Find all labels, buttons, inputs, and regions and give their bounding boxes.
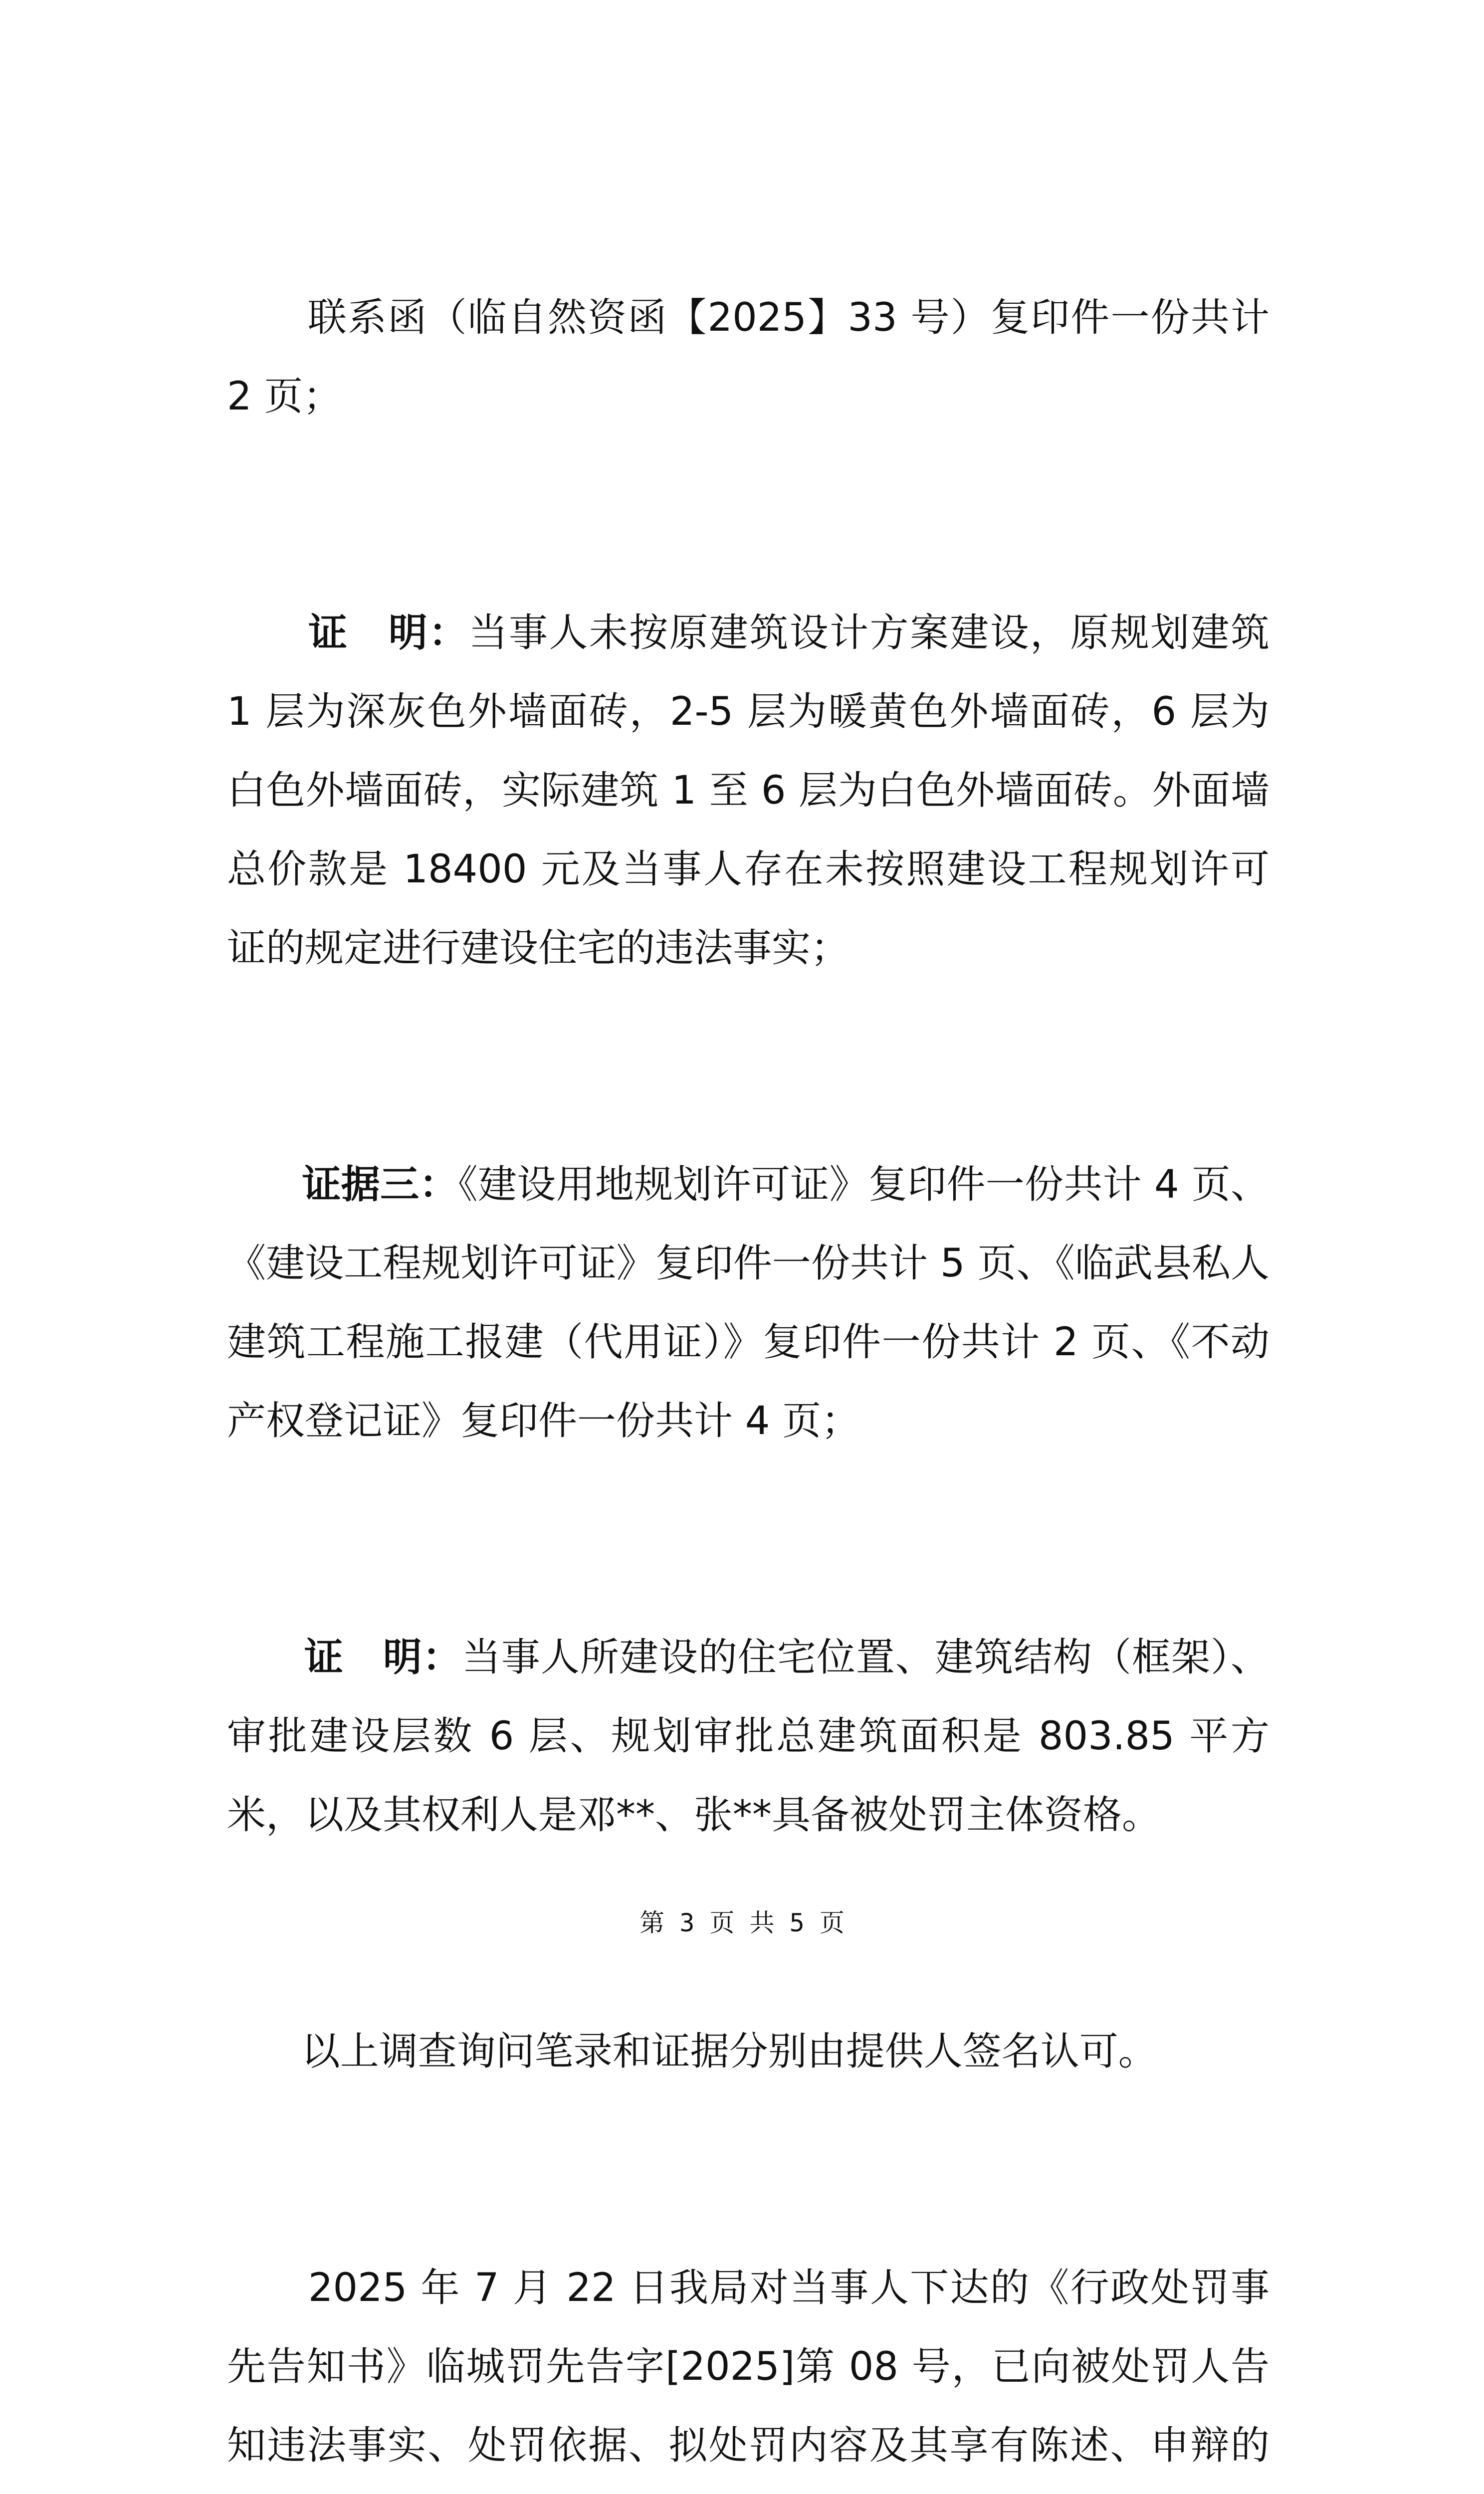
paragraph-continuation — [227, 200, 1282, 515]
paragraph-signature-note — [227, 1933, 1270, 2170]
paragraph-text: 联系函（临自然资函【2025】33 号）复印件一份共计 2 页； — [227, 295, 1282, 419]
paragraph-text: 以上调查询问笔录和证据分别由提供人签名认可。 — [301, 2029, 1157, 2074]
paragraph-lead: 证据三： — [302, 1162, 458, 1207]
paragraph-text: 2025 年 7 月 22 日我局对当事人下达的《行政处罚事先告知书》临城罚先告字[2025]第 08 号，已向被处罚人告知违法事实、处罚依据、拟处罚内容及其享有陈述、申辩的 — [227, 2266, 1270, 2468]
paragraph-proof-2 — [227, 1539, 1270, 1933]
paragraph-lead: 证 明： — [308, 611, 469, 655]
paragraph-text: 《建设用地规划许可证》复印件一份共计 4 页、《建设工程规划许可证》复印件一份共计 5 页、《临武县私人建筑工程施工报建（代用证）》复印件一份共计 2 页、《不动产权登记证》复印件一份共计 4 页； — [227, 1162, 1270, 1444]
paragraph-text: 当事人未按原建筑设计方案建设，原规划建筑 1 层为深灰色外墙面砖，2-5 层为暖黄色外墙面砖，6 层为白色外墙面砖，实际建筑 1 至 6 层为白色外墙面砖。外面墙总价款是 18400 元及当事人存在未按照建设工程规划许可证的规定进行建设住宅的违法事实； — [227, 611, 1282, 971]
paragraph-lead: 证 明： — [304, 1635, 462, 1680]
paragraph-evidence-3 — [227, 1066, 1270, 1539]
page-footer: 第 3 页 共 5 页 — [639, 1908, 845, 1937]
document-body — [227, 200, 1282, 2494]
paragraph-proof-1 — [227, 515, 1282, 1066]
paragraph-notice — [227, 2170, 1270, 2494]
paragraph-text: 当事人所建设的住宅位置、建筑结构（框架）、审批建设层数 6 层、规划审批总建筑面积是 803.85 平方米，以及其权利人是邓**、张**具备被处罚主体资格。 — [227, 1635, 1270, 1838]
